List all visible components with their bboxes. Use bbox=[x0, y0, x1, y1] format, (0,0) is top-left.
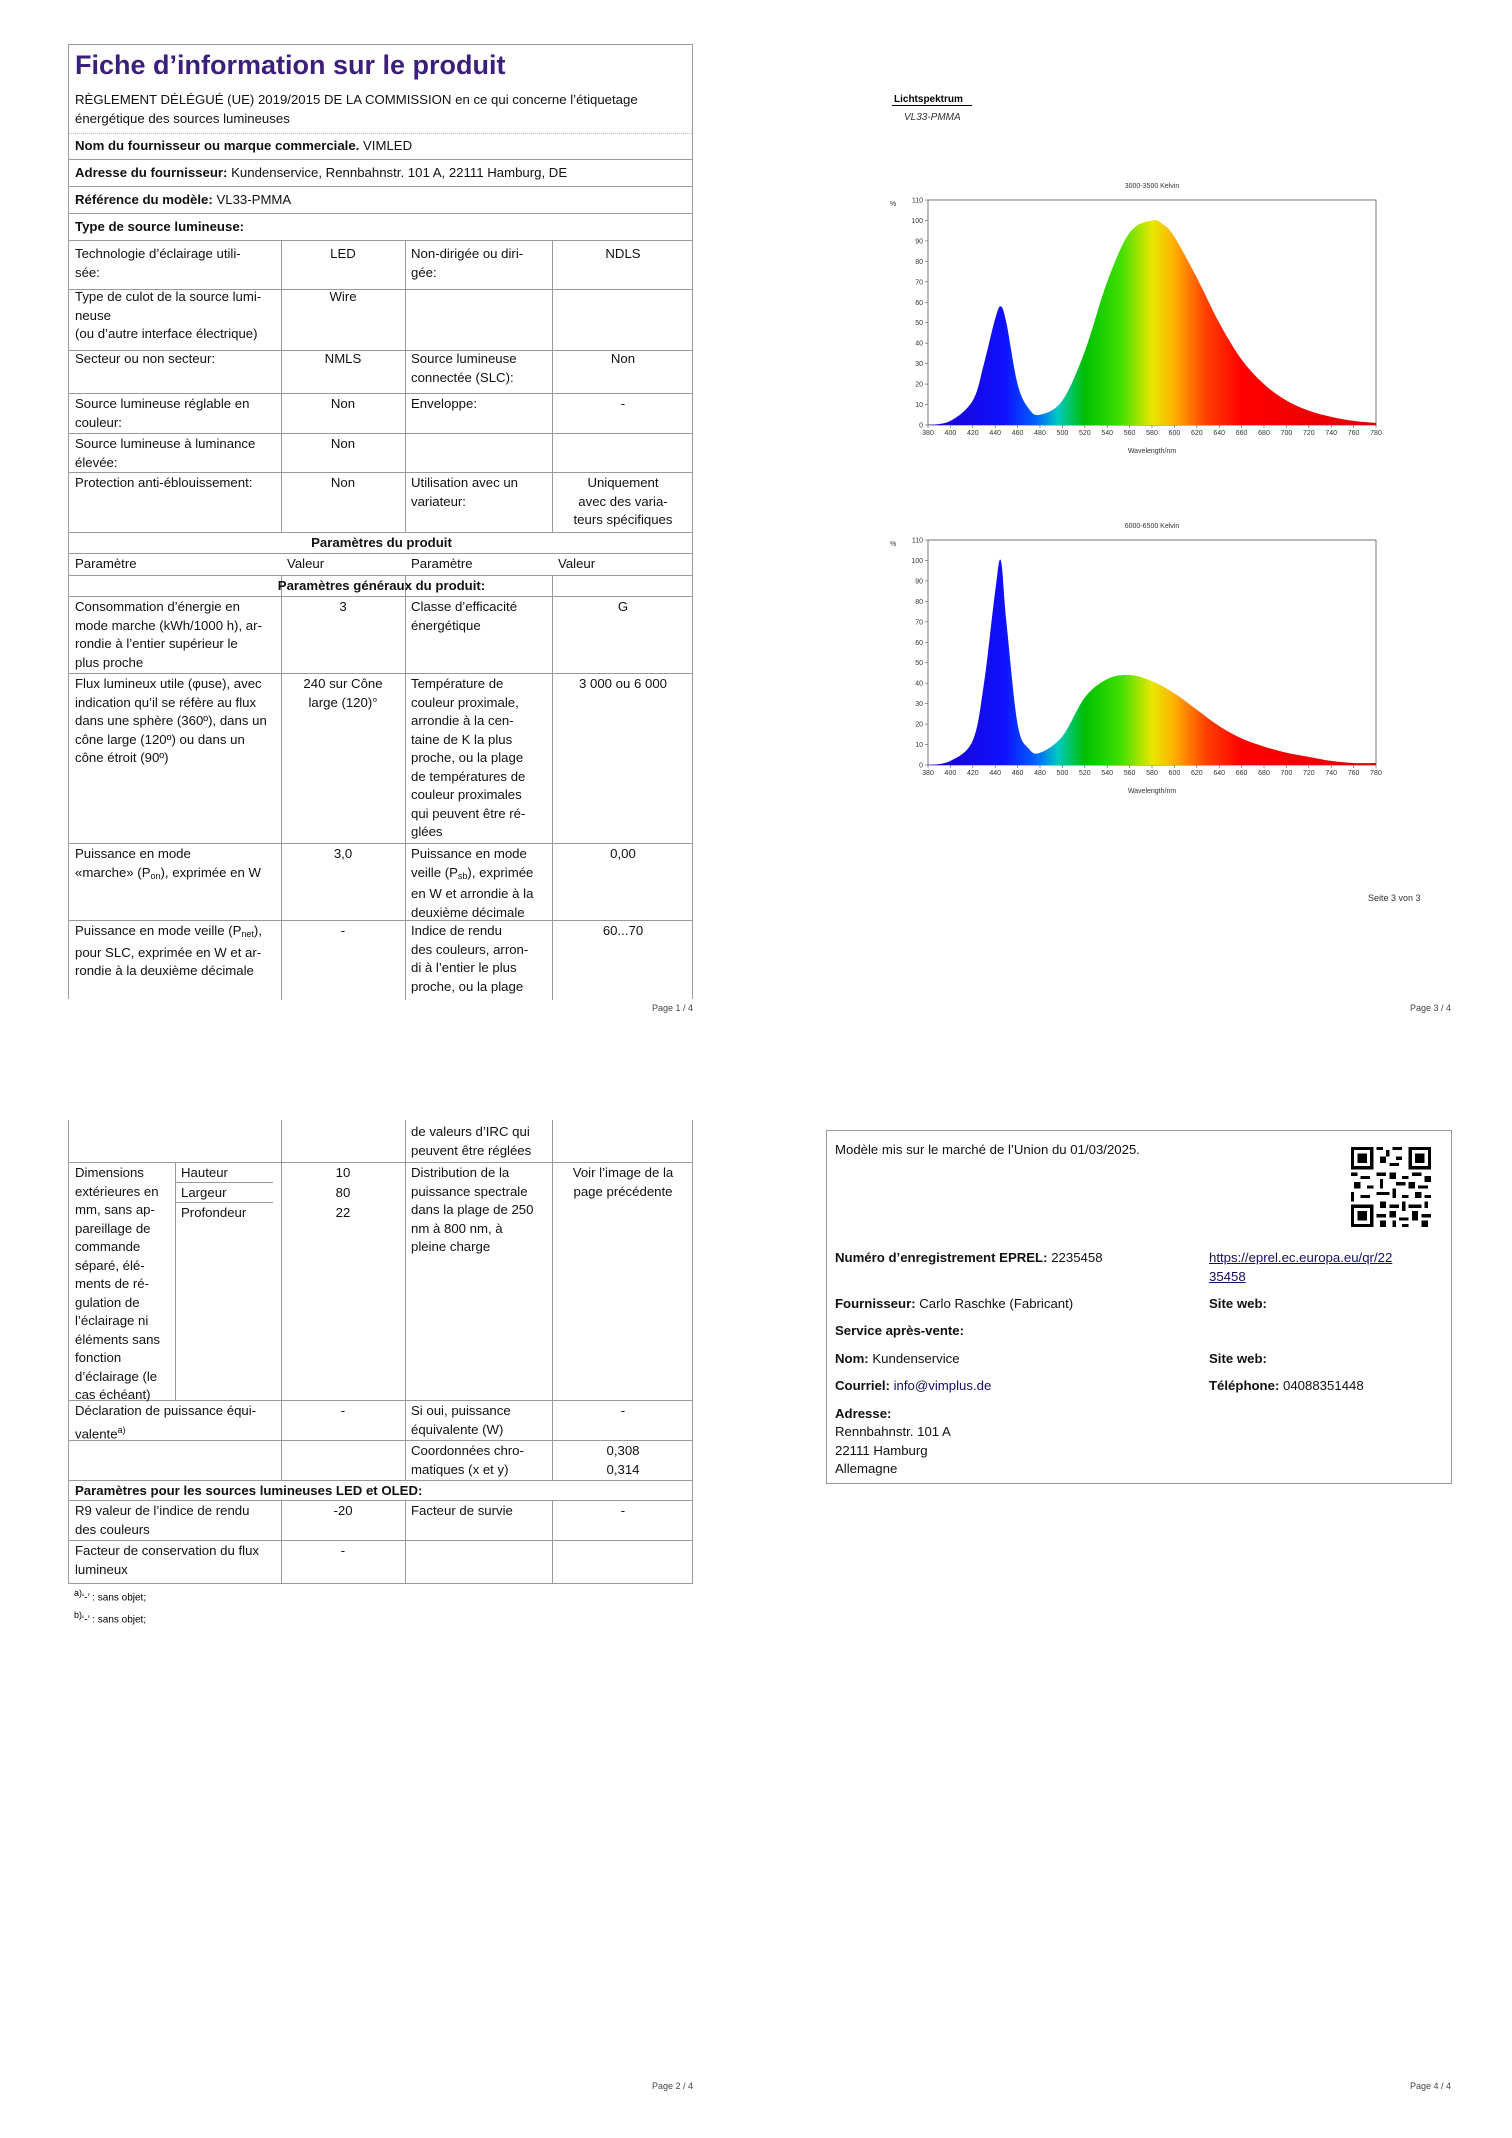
email-row: Courriel: info@vimplus.de bbox=[835, 1378, 992, 1393]
address-label-p4: Adresse: bbox=[835, 1406, 892, 1421]
y-tick-label: 20 bbox=[915, 721, 923, 729]
y-tick-label: 90 bbox=[915, 238, 923, 246]
r9-label: R9 valeur de l’indice de rendu des couleurs bbox=[75, 1503, 250, 1537]
pnet-value: - bbox=[340, 923, 346, 938]
x-tick-label: 760 bbox=[1347, 770, 1360, 777]
mains-value: NMLS bbox=[324, 351, 362, 366]
y-tick-label: 60 bbox=[915, 639, 923, 647]
y-tick-label: 90 bbox=[915, 578, 923, 586]
x-tick-label: 400 bbox=[944, 770, 957, 777]
flux-label: Flux lumineux utile (φuse), avec indication qu’il se réfère au flux dans une sphère (360º), dans un cône large (120º) ou dans un cône étroit (90º) bbox=[75, 676, 267, 765]
x-tick-label: 740 bbox=[1325, 770, 1338, 777]
depth-value: 22 bbox=[335, 1205, 351, 1220]
model-row: Référence du modèle: VL33-PMMA bbox=[75, 192, 292, 207]
y-tick-label: 50 bbox=[915, 660, 923, 668]
mains-label: Secteur ou non secteur: bbox=[75, 351, 216, 366]
col-value-1: Valeur bbox=[287, 556, 325, 571]
x-tick-label: 660 bbox=[1235, 430, 1248, 437]
x-tick-label: 500 bbox=[1056, 770, 1069, 777]
regulation-text: RÈGLEMENT DÉLÉGUÉ (UE) 2019/2015 DE LA COMMISSION en ce qui concerne l’étiquetage énergétique des sources lumineuses bbox=[75, 92, 638, 126]
class-value: G bbox=[617, 599, 629, 614]
luminance-value: Non bbox=[330, 436, 356, 451]
chart-title: 3000-3500 Kelvin bbox=[1124, 183, 1180, 190]
x-tick-label: 700 bbox=[1280, 430, 1293, 437]
equiv-label: Déclaration de puissance équi- valente$^{a)}$ bbox=[75, 1403, 257, 1441]
params-header: Paramètres du produit bbox=[311, 535, 452, 550]
service-label: Service après-vente: bbox=[835, 1323, 965, 1338]
x-tick-label: 540 bbox=[1101, 430, 1114, 437]
r9-value: -20 bbox=[333, 1503, 353, 1518]
envelope-label: Enveloppe: bbox=[411, 396, 477, 411]
maintenance-value: - bbox=[340, 1543, 346, 1558]
supplier-row: Nom du fournisseur ou marque commerciale. VIMLED bbox=[75, 138, 413, 153]
width-value: 80 bbox=[335, 1185, 351, 1200]
x-tick-label: 560 bbox=[1123, 430, 1136, 437]
y-tick-label: 30 bbox=[915, 701, 923, 709]
phone-row: Téléphone: 04088351448 bbox=[1209, 1378, 1364, 1393]
y-axis-label: % bbox=[890, 201, 897, 208]
x-tick-label: 760 bbox=[1347, 430, 1360, 437]
x-tick-label: 480 bbox=[1034, 430, 1046, 437]
cri-value: 60...70 bbox=[602, 923, 644, 938]
spectrum-title: Lichtspektrum bbox=[892, 94, 972, 106]
y-tick-label: 10 bbox=[915, 402, 923, 410]
glare-value: Non bbox=[330, 475, 356, 490]
x-tick-label: 500 bbox=[1056, 430, 1069, 437]
x-tick-label: 780 bbox=[1370, 770, 1382, 777]
tech-value: LED bbox=[330, 246, 356, 261]
address-row: Adresse du fournisseur: Kundenservice, Rennbahnstr. 101 A, 22111 Hamburg, DE bbox=[75, 165, 568, 180]
x-tick-label: 520 bbox=[1078, 430, 1091, 437]
class-label: Classe d’efficacité énergétique bbox=[411, 599, 518, 633]
x-tick-label: 560 bbox=[1123, 770, 1136, 777]
footnote-a: $^{a)}$‘-’ : sans objet; bbox=[74, 1588, 147, 1604]
y-tick-label: 0 bbox=[919, 762, 923, 770]
x-tick-label: 720 bbox=[1302, 430, 1315, 437]
y-tick-label: 40 bbox=[915, 340, 923, 348]
product-sheet-table-cont bbox=[68, 1120, 693, 1584]
width-label: Largeur bbox=[181, 1185, 227, 1200]
y-tick-label: 60 bbox=[915, 299, 923, 307]
address-value-p4: Rennbahnstr. 101 A 22111 Hamburg Allemagne bbox=[835, 1424, 951, 1476]
x-tick-label: 440 bbox=[989, 770, 1002, 777]
x-tick-label: 580 bbox=[1146, 430, 1158, 437]
x-tick-label: 400 bbox=[944, 430, 957, 437]
y-tick-label: 50 bbox=[915, 320, 923, 328]
x-tick-label: 380 bbox=[922, 770, 934, 777]
page-number-4: Page 4 / 4 bbox=[1410, 2081, 1452, 2091]
chroma-value: 0,308 0,314 bbox=[606, 1443, 640, 1477]
col-value-2: Valeur bbox=[558, 556, 596, 571]
x-tick-label: 460 bbox=[1011, 430, 1024, 437]
y-tick-label: 100 bbox=[911, 217, 923, 225]
survival-label: Facteur de survie bbox=[411, 1503, 513, 1518]
x-tick-label: 580 bbox=[1146, 770, 1158, 777]
spectrum-chart-cool bbox=[880, 512, 1400, 807]
pnet-label: Puissance en mode veille $(P_{net})$, pour SLC, exprimée en W et ar- rondie à la deuxième décimale bbox=[75, 923, 262, 978]
x-tick-label: 680 bbox=[1258, 430, 1270, 437]
y-tick-label: 30 bbox=[915, 361, 923, 369]
cap-value: Wire bbox=[329, 289, 357, 304]
cri-label-cont: de valeurs d’IRC qui peuvent être réglées bbox=[411, 1124, 532, 1158]
depth-label: Profondeur bbox=[181, 1205, 247, 1220]
x-tick-label: 480 bbox=[1034, 770, 1046, 777]
website-label-1: Site web: bbox=[1209, 1296, 1267, 1311]
slc-value: Non bbox=[610, 351, 636, 366]
y-tick-label: 40 bbox=[915, 680, 923, 688]
y-tick-label: 0 bbox=[919, 422, 923, 430]
envelope-value: - bbox=[620, 396, 626, 411]
website-label-2: Site web: bbox=[1209, 1351, 1267, 1366]
x-tick-label: 540 bbox=[1101, 770, 1114, 777]
spd-value: Voir l’image de la page précédente bbox=[572, 1165, 674, 1199]
x-tick-label: 420 bbox=[966, 770, 979, 777]
height-value: 10 bbox=[335, 1165, 351, 1180]
glare-label: Protection anti-éblouissement: bbox=[75, 475, 253, 490]
x-tick-label: 440 bbox=[989, 430, 1002, 437]
equiv-w-label: Si oui, puissance équivalente (W) bbox=[411, 1403, 511, 1437]
colour-label: Source lumineuse réglable en couleur: bbox=[75, 396, 250, 430]
directed-label: Non-dirigée ou diri- gée: bbox=[411, 246, 524, 280]
pon-label: Puissance en mode «marche» $(P_{on})$, exprimée en W bbox=[75, 846, 261, 881]
y-tick-label: 70 bbox=[915, 619, 923, 627]
x-tick-label: 680 bbox=[1258, 770, 1270, 777]
x-tick-label: 380 bbox=[922, 430, 934, 437]
x-tick-label: 460 bbox=[1011, 770, 1024, 777]
x-tick-label: 660 bbox=[1235, 770, 1248, 777]
page-number-2: Page 2 / 4 bbox=[652, 2081, 694, 2091]
y-tick-label: 10 bbox=[915, 742, 923, 750]
directed-value: NDLS bbox=[605, 246, 641, 261]
eprel-row: Numéro d’enregistrement EPREL: 2235458 bbox=[835, 1250, 1103, 1265]
dimmer-value: Uniquement avec des varia- teurs spécifiques bbox=[573, 475, 673, 527]
x-tick-label: 620 bbox=[1190, 770, 1203, 777]
y-axis-label: % bbox=[890, 541, 897, 548]
y-tick-label: 100 bbox=[911, 557, 923, 565]
supplier-row-p4: Fournisseur: Carlo Raschke (Fabricant) bbox=[835, 1296, 1074, 1311]
page-number-3: Page 3 / 4 bbox=[1410, 1003, 1452, 1013]
x-tick-label: 740 bbox=[1325, 430, 1338, 437]
psb-label: Puissance en mode veille $(P_{sb})$, exprimée en W et arrondie à la deuxième décimale bbox=[411, 846, 534, 920]
cct-label: Température de couleur proximale, arrondie à la cen- taine de K la plus proche, ou la plage de températures de couleur proximales qui peuvent être ré- glées bbox=[411, 676, 526, 839]
slc-label: Source lumineuse connectée (SLC): bbox=[411, 351, 517, 385]
flux-value: 240 sur Cône large (120)° bbox=[303, 676, 383, 710]
x-tick-label: 640 bbox=[1213, 770, 1226, 777]
x-axis-label: Wavelength/nm bbox=[1127, 448, 1177, 455]
maintenance-label: Facteur de conservation du flux lumineux bbox=[75, 1543, 259, 1577]
email-link[interactable]: info@vimplus.de bbox=[893, 1378, 992, 1393]
col-param-2: Paramètre bbox=[411, 556, 473, 571]
consumption-label: Consommation d’énergie en mode marche (kWh/1000 h), ar- rondie à l’entier supérieur le plus proche bbox=[75, 599, 262, 670]
chroma-label: Coordonnées chro- matiques (x et y) bbox=[411, 1443, 524, 1477]
spectrum-model: VL33-PMMA bbox=[904, 112, 961, 123]
consumption-value: 3 bbox=[339, 599, 347, 614]
x-tick-label: 620 bbox=[1190, 430, 1203, 437]
height-label: Hauteur bbox=[181, 1165, 228, 1180]
product-sheet-table bbox=[68, 44, 693, 999]
footnote-b: $^{b)}$‘-’ : sans objet; bbox=[74, 1610, 147, 1626]
y-tick-label: 80 bbox=[915, 598, 923, 606]
eprel-link[interactable]: https://eprel.ec.europa.eu/qr/22 35458 bbox=[1209, 1250, 1393, 1284]
colour-value: Non bbox=[330, 396, 356, 411]
name-row: Nom: Kundenservice bbox=[835, 1351, 960, 1366]
led-header: Paramètres pour les sources lumineuses LED et OLED: bbox=[75, 1483, 423, 1498]
survival-value: - bbox=[620, 1503, 626, 1518]
col-param-1: Paramètre bbox=[75, 556, 137, 571]
y-tick-label: 110 bbox=[911, 197, 923, 205]
type-header: Type de source lumineuse: bbox=[75, 219, 245, 234]
page-title: Fiche d’information sur le produit bbox=[75, 50, 506, 80]
market-text: Modèle mis sur le marché de l’Union du 01/03/2025. bbox=[835, 1142, 1140, 1157]
equiv-w-value: - bbox=[620, 1403, 626, 1418]
x-tick-label: 420 bbox=[966, 430, 979, 437]
equiv-value: - bbox=[340, 1403, 346, 1418]
dimmer-label: Utilisation avec un variateur: bbox=[411, 475, 519, 509]
page-number-1: Page 1 / 4 bbox=[652, 1003, 694, 1013]
y-tick-label: 110 bbox=[911, 537, 923, 545]
tech-label: Technologie d’éclairage utili- sée: bbox=[75, 246, 241, 280]
general-header: Paramètres généraux du produit: bbox=[277, 578, 486, 593]
x-tick-label: 520 bbox=[1078, 770, 1091, 777]
x-tick-label: 640 bbox=[1213, 430, 1226, 437]
x-tick-label: 720 bbox=[1302, 770, 1315, 777]
cri-label: Indice de rendu des couleurs, arron- di à l’entier le plus proche, ou la plage bbox=[411, 923, 529, 994]
luminance-label: Source lumineuse à luminance élevée: bbox=[75, 436, 256, 470]
x-tick-label: 600 bbox=[1168, 770, 1181, 777]
dimensions-label: Dimensions extérieures en mm, sans ap- pareillage de commande séparé, élé- ments de ré- gulation de l’éclairage ni éléments sans fonction d’éclairage (le cas échéant) bbox=[75, 1165, 161, 1402]
inner-page-number: Seite 3 von 3 bbox=[1368, 893, 1421, 903]
y-tick-label: 20 bbox=[915, 381, 923, 389]
psb-value: 0,00 bbox=[610, 846, 636, 861]
x-axis-label: Wavelength/nm bbox=[1127, 788, 1177, 795]
spd-label: Distribution de la puissance spectrale dans la plage de 250 nm à 800 nm, à pleine charge bbox=[411, 1165, 534, 1254]
chart-title: 6000-6500 Kelvin bbox=[1124, 523, 1180, 530]
pon-value: 3,0 bbox=[333, 846, 353, 861]
eprel-box bbox=[826, 1130, 1452, 1484]
y-tick-label: 70 bbox=[915, 279, 923, 287]
qr-code bbox=[1351, 1147, 1431, 1227]
spectrum-chart-warm bbox=[880, 172, 1400, 467]
x-tick-label: 600 bbox=[1168, 430, 1181, 437]
cap-label: Type de culot de la source lumi- neuse (ou d’autre interface électrique) bbox=[75, 289, 262, 341]
x-tick-label: 700 bbox=[1280, 770, 1293, 777]
y-tick-label: 80 bbox=[915, 258, 923, 266]
x-tick-label: 780 bbox=[1370, 430, 1382, 437]
cct-value: 3 000 ou 6 000 bbox=[579, 676, 667, 691]
